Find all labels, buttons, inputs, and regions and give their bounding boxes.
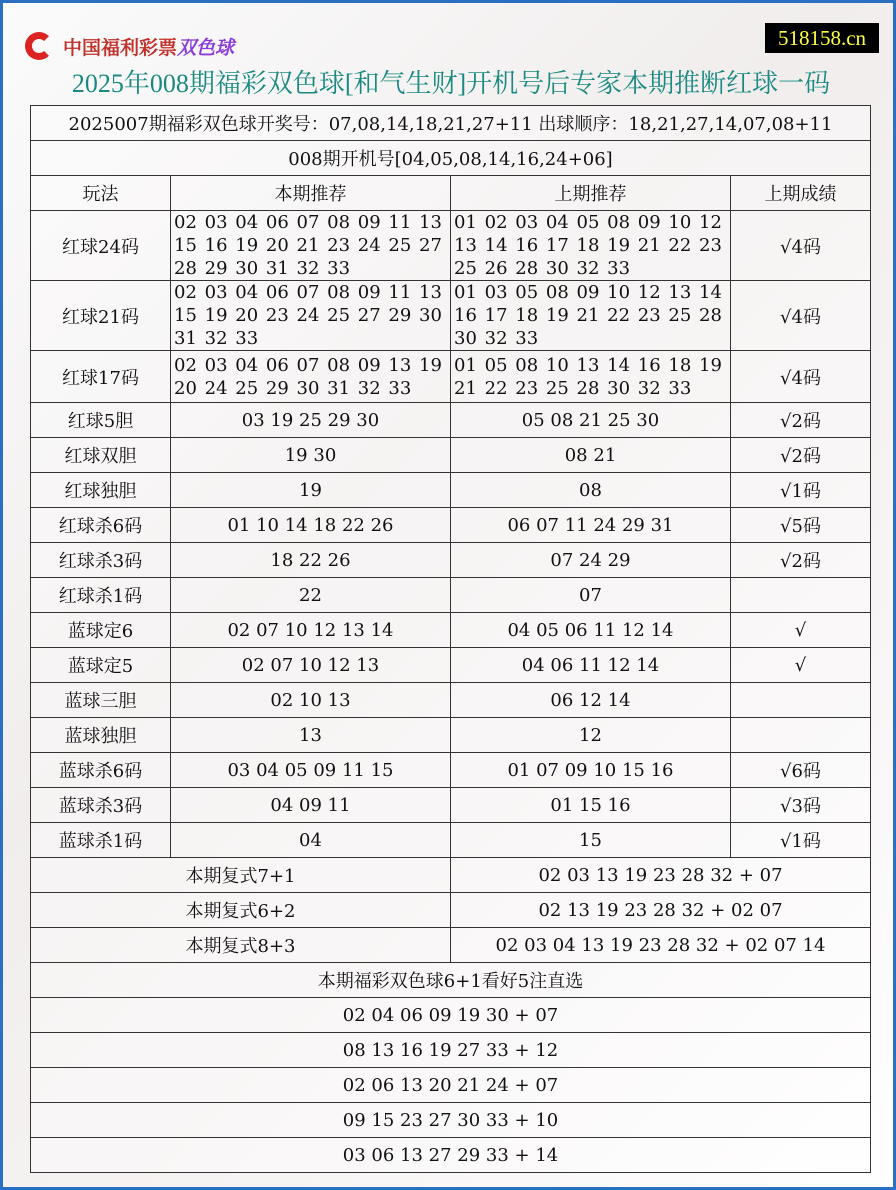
pick-row <box>31 998 871 1033</box>
logo-text: 中国福利彩票 <box>63 36 178 59</box>
compound-label: 本期复式6+2 <box>31 893 451 928</box>
compound-value: 02 03 04 13 19 23 28 32 + 02 07 14 <box>451 928 871 963</box>
table-row <box>31 351 871 403</box>
pick-row <box>31 1033 871 1068</box>
current-pick: 03 04 05 09 11 15 <box>171 753 451 788</box>
table-row <box>31 788 871 823</box>
logo-brand: 双色球 <box>177 36 235 59</box>
play-type: 红球21码 <box>31 281 171 351</box>
current-pick: 01 10 14 18 22 26 <box>171 508 451 543</box>
table-row <box>31 473 871 508</box>
table-row <box>31 823 871 858</box>
previous-pick: 01 15 16 <box>451 788 731 823</box>
table-row <box>31 508 871 543</box>
table-row <box>31 613 871 648</box>
play-type: 红球杀6码 <box>31 508 171 543</box>
play-type: 红球17码 <box>31 351 171 403</box>
previous-result: √6码 <box>731 753 871 788</box>
previous-result: √2码 <box>731 438 871 473</box>
previous-pick: 08 <box>451 473 731 508</box>
table-row <box>31 403 871 438</box>
current-pick: 04 09 11 <box>171 788 451 823</box>
previous-result: √5码 <box>731 508 871 543</box>
previous-result: √1码 <box>731 473 871 508</box>
current-pick: 19 <box>171 473 451 508</box>
previous-pick: 01 05 08 10 13 14 16 18 19 21 22 23 25 28 30 32 33 <box>451 351 731 403</box>
table-row <box>31 543 871 578</box>
previous-pick: 06 07 11 24 29 31 <box>451 508 731 543</box>
table-row <box>31 718 871 753</box>
header-cell: 玩法 <box>31 176 171 211</box>
table-row <box>31 753 871 788</box>
play-type: 蓝球杀6码 <box>31 753 171 788</box>
current-pick: 04 <box>171 823 451 858</box>
current-pick: 02 03 04 06 07 08 09 11 13 15 19 20 23 24 25 27 29 30 31 32 33 <box>171 281 451 351</box>
play-type: 红球独胆 <box>31 473 171 508</box>
table-row <box>31 648 871 683</box>
table-row <box>31 211 871 281</box>
previous-pick: 04 05 06 11 12 14 <box>451 613 731 648</box>
play-type: 蓝球杀1码 <box>31 823 171 858</box>
play-type: 蓝球三胆 <box>31 683 171 718</box>
compound-label: 本期复式7+1 <box>31 858 451 893</box>
header-cell: 本期推荐 <box>171 176 451 211</box>
previous-pick: 04 06 11 12 14 <box>451 648 731 683</box>
previous-result: √3码 <box>731 788 871 823</box>
current-pick: 02 07 10 12 13 14 <box>171 613 451 648</box>
pick-row <box>31 1103 871 1138</box>
current-pick: 13 <box>171 718 451 753</box>
pick-row <box>31 1068 871 1103</box>
current-pick: 18 22 26 <box>171 543 451 578</box>
pick-numbers: 03 06 13 27 29 33 + 14 <box>31 1138 871 1173</box>
picks-title: 本期福彩双色球6+1看好5注直选 <box>31 963 871 998</box>
play-type: 蓝球定5 <box>31 648 171 683</box>
previous-pick: 07 <box>451 578 731 613</box>
prediction-table <box>30 105 871 1173</box>
play-type: 蓝球定6 <box>31 613 171 648</box>
compound-row <box>31 928 871 963</box>
previous-result <box>731 578 871 613</box>
previous-result: √4码 <box>731 211 871 281</box>
previous-pick: 07 24 29 <box>451 543 731 578</box>
logo <box>23 27 234 65</box>
play-type: 红球双胆 <box>31 438 171 473</box>
play-type: 红球杀1码 <box>31 578 171 613</box>
compound-row <box>31 858 871 893</box>
current-pick: 19 30 <box>171 438 451 473</box>
previous-result <box>731 683 871 718</box>
play-type: 红球24码 <box>31 211 171 281</box>
previous-pick: 05 08 21 25 30 <box>451 403 731 438</box>
previous-pick: 01 03 05 08 09 10 12 13 14 16 17 18 19 21 22 23 25 28 30 32 33 <box>451 281 731 351</box>
header-row <box>31 176 871 211</box>
compound-row <box>31 893 871 928</box>
pick-numbers: 09 15 23 27 30 33 + 10 <box>31 1103 871 1138</box>
page-title: 2025年008期福彩双色球[和气生财]开机号后专家本期推断红球一码 <box>71 69 831 98</box>
play-type: 红球杀3码 <box>31 543 171 578</box>
current-pick: 02 07 10 12 13 <box>171 648 451 683</box>
table-row <box>31 683 871 718</box>
previous-result: √4码 <box>731 351 871 403</box>
play-type: 蓝球杀3码 <box>31 788 171 823</box>
table-row <box>31 578 871 613</box>
current-pick: 03 19 25 29 30 <box>171 403 451 438</box>
previous-result: √1码 <box>731 823 871 858</box>
previous-pick: 12 <box>451 718 731 753</box>
previous-result <box>731 718 871 753</box>
current-pick: 02 10 13 <box>171 683 451 718</box>
previous-pick: 15 <box>451 823 731 858</box>
previous-pick: 01 07 09 10 15 16 <box>451 753 731 788</box>
draw-info: 2025007期福彩双色球开奖号：07,08,14,18,21,27+11 出球顺序：18,21,27,14,07,08+11 <box>31 106 871 141</box>
compound-value: 02 03 13 19 23 28 32 + 07 <box>451 858 871 893</box>
compound-value: 02 13 19 23 28 32 + 02 07 <box>451 893 871 928</box>
header-cell: 上期推荐 <box>451 176 731 211</box>
lottery-logo-icon <box>23 28 59 64</box>
play-type: 蓝球独胆 <box>31 718 171 753</box>
table-row <box>31 438 871 473</box>
previous-pick: 08 21 <box>451 438 731 473</box>
current-pick: 22 <box>171 578 451 613</box>
previous-pick: 01 02 03 04 05 08 09 10 12 13 14 16 17 18 19 21 22 23 25 26 28 30 32 33 <box>451 211 731 281</box>
header-cell: 上期成绩 <box>731 176 871 211</box>
pick-numbers: 02 06 13 20 21 24 + 07 <box>31 1068 871 1103</box>
previous-result: √ <box>731 648 871 683</box>
current-pick: 02 03 04 06 07 08 09 11 13 15 16 19 20 21 23 24 25 27 28 29 30 31 32 33 <box>171 211 451 281</box>
pick-numbers: 08 13 16 19 27 33 + 12 <box>31 1033 871 1068</box>
site-badge: 518158.cn <box>765 23 879 53</box>
previous-result: √4码 <box>731 281 871 351</box>
table-row <box>31 281 871 351</box>
previous-result: √ <box>731 613 871 648</box>
machine-numbers: 008期开机号[04,05,08,14,16,24+06] <box>31 141 871 176</box>
previous-result: √2码 <box>731 543 871 578</box>
previous-result: √2码 <box>731 403 871 438</box>
pick-row <box>31 1138 871 1173</box>
compound-label: 本期复式8+3 <box>31 928 451 963</box>
play-type: 红球5胆 <box>31 403 171 438</box>
previous-pick: 06 12 14 <box>451 683 731 718</box>
pick-numbers: 02 04 06 09 19 30 + 07 <box>31 998 871 1033</box>
current-pick: 02 03 04 06 07 08 09 13 19 20 24 25 29 30 31 32 33 <box>171 351 451 403</box>
